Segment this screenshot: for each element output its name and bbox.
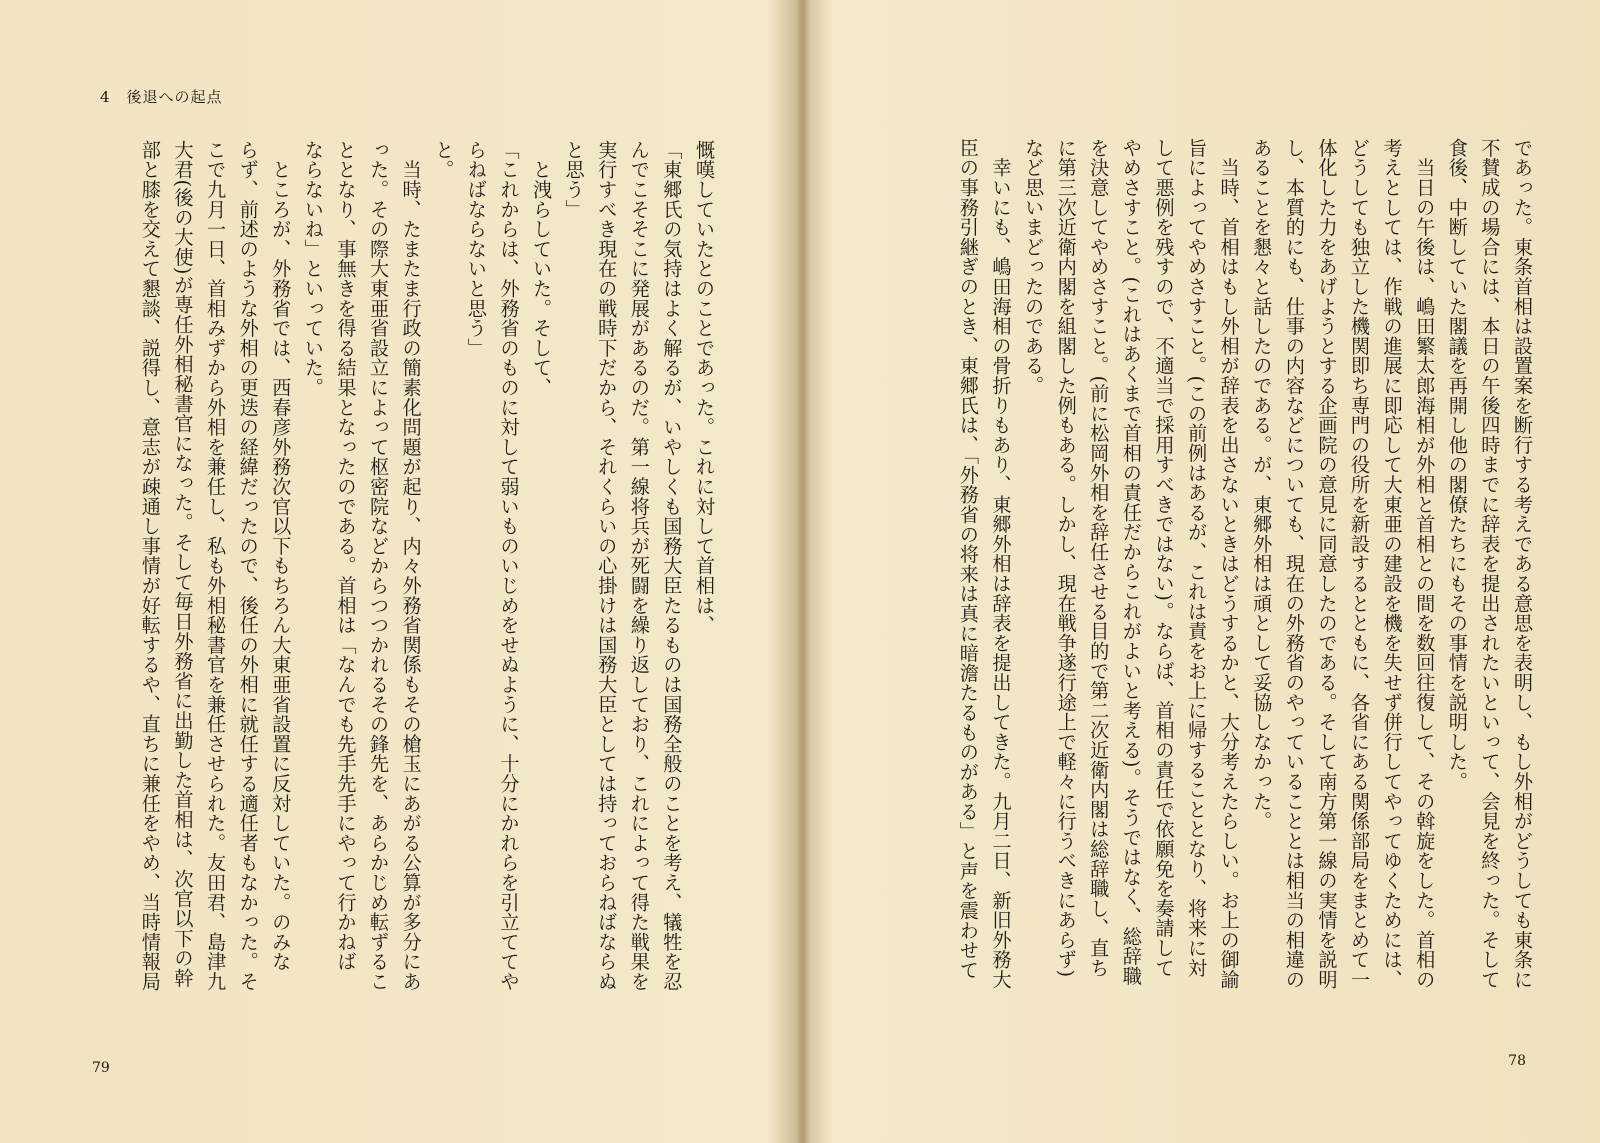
text-line: んでこそそこに発展があるのだ。第一線将兵が死闘を繰り返しており、これによって得た戦果を [627,140,651,992]
text-line: と。 [432,140,456,180]
right-page-text [898,138,1538,1043]
text-line: らず、前述のような外相の更迭の経緯だったので、後任の外相に就任する適任者もなかった。そ [236,140,260,992]
text-line: ならないね」といっていた。 [301,140,325,398]
text-line: った。その際大東亜省設立によって枢密院などからつつかれるその鋒先を、あらかじめ転ずるこ [367,140,391,992]
text-line: など思いまどったのである。 [1022,138,1046,396]
text-line: と思う」 [562,140,586,220]
running-head: 4 後退への起点 [100,88,223,106]
text-line: 当時、たまたま行政の簡素化問題が起り、内々外務省関係もその槍玉にあがる公算が多分にあ [399,140,423,992]
text-line: こで九月一日、首相みずから外相を兼任し、私も外相秘書官を兼任させられた。友田君、島津九 [204,140,228,992]
text-line: 旨によってやめさすこと。(この前例はあるが、これは責をお上に帰することとなり、将来に対 [1185,138,1209,978]
text-line: 臣の事務引継ぎのとき、東郷氏は、「外務省の将来は真に暗澹たるものがある」と声を震わせて [956,138,980,980]
text-line: に第三次近衛内閣を組閣した例もある。しかし、現在戦争遂行途上で軽々に行うべきにあらず) [1054,138,1078,978]
left-page-text [80,140,720,1040]
text-line: 不賛成の場合には、本日の午後四時までに辞表を提出されたいといって、会見を終った。そして [1478,138,1502,990]
text-line: ところが、外務省では、西春彦外務次官以下もちろん大東亜省設置に反対していた。のみな [269,140,293,972]
text-line: 考えとしては、作戦の進展に即応して大東亜の建設を機を失せず併行してやってゆくためには、 [1380,138,1404,990]
text-line: し、本質的にも、仕事の内容などについても、現在の外務省のやっていることとは相当の相違の [1282,138,1306,990]
text-line: 大君(後の大使)が専任外相秘書官になった。そして毎日外務省に出勤した首相は、次官以下の幹 [171,140,195,988]
text-line: であった。東条首相は設置案を断行する考えである意思を表明し、もし外相がどうしても東条に [1511,138,1534,990]
text-line: して悪例を残すので、不適当で採用すべきではない)。ならば、首相の責任で依願免を奏請して [1152,138,1176,978]
text-line: らねばならないと思う」 [464,140,488,358]
text-line: 「東郷氏の気持はよく解るが、いやしくも国務大臣たるものは国務全般のことを考え、犠牲を忍 [660,140,684,992]
text-line: 当時、首相はもし外相が辞表を出さないときはどうするかと、大分考えたらしい。お上の御諭 [1217,138,1241,990]
page-number-left: 79 [92,1060,110,1076]
text-line: 幸いにも、嶋田海相の骨折りもあり、東郷外相は辞表を提出してきた。九月二日、新旧外務大 [989,138,1013,990]
page-number-right: 78 [1508,1053,1526,1069]
text-line: 部と膝を交えて懇談、説得し、意志が疎通し事情が好転するや、直ちに兼任をやめ、当時情報局 [138,140,162,992]
text-line: を決意してやめさすこと。(前に松岡外相を辞任させる目的で第二次近衛内閣は総辞職し、直ち [1087,138,1111,978]
text-line: 体化した力をあげようとする企画院の意見に同意したのである。そして南方第一線の実情を説明 [1315,138,1339,990]
text-line: と洩らしていた。そして、 [530,140,554,398]
text-line: どうしても独立した機関即ち専門の役所を新設するとともに、各省にある関係部局をまとめて一 [1348,138,1372,990]
text-line: 当日の午後は、嶋田繁太郎海相が外相と首相との間を数回往復して、その斡旋をした。首相の [1413,138,1437,990]
text-line: 慨嘆していたとのことであった。これに対して首相は、 [693,140,716,635]
text-line: ととなり、事無きを得る結果となったのである。首相は「なんでも先手先手にやって行かねば [334,140,358,972]
text-line: 「これからは、外務省のものに対して弱いものいじめをせぬように、十分にかれらを引立ててや [497,140,521,992]
text-line: 食後、中断していた閣議を再開し他の閣僚たちにもその事情を説明した。 [1445,138,1469,792]
text-line: あることを懇々と話したのである。が、東郷外相は頑として妥協しなかった。 [1250,138,1274,831]
text-line: 実行すべき現在の戦時下だから、それくらいの心掛けは国務大臣としては持っておらねばならぬ [595,140,619,992]
text-line: やめさすこと。(これはあくまで首相の責任だからこれがよいと考える)。そうではなく、総辞職 [1119,138,1143,986]
right-page [808,0,1600,1143]
